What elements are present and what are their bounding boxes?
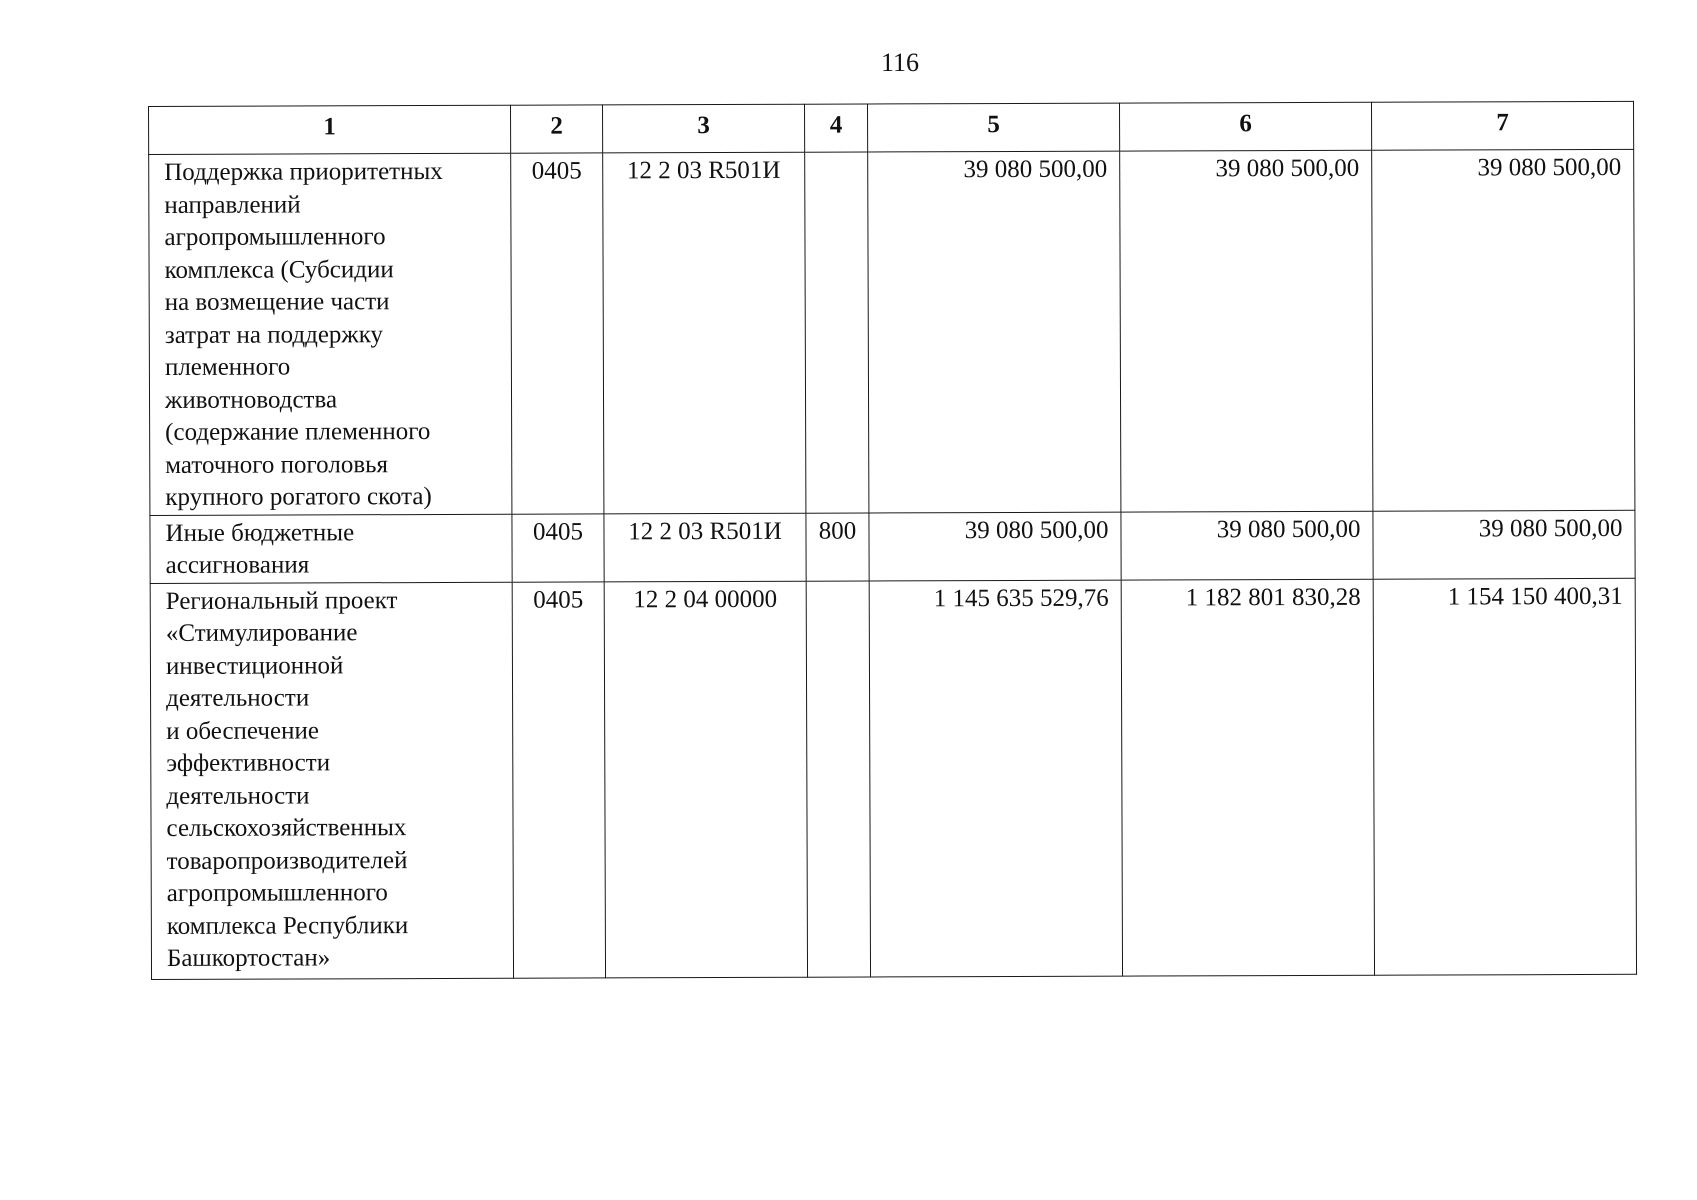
row-name-cell: Иные бюджетные ассигнования	[150, 514, 512, 583]
amount-cell-5: 1 145 635 529,76	[869, 580, 1122, 977]
amount-cell-5: 39 080 500,00	[869, 512, 1121, 581]
target-code-cell: 12 2 03 R501И	[603, 152, 806, 513]
row-name-cell: Региональный проект «Стимулирование инвестиционной деятельности и обеспечение эффективности деятельности сельскохозяйственных товаропроизводителей агропромышленного комплекса Республики Башкортостан»	[150, 582, 513, 979]
table-row	[149, 149, 1635, 515]
expense-type-cell	[806, 580, 870, 976]
section-code-cell: 0405	[512, 581, 605, 977]
column-header-1: 1	[149, 105, 511, 154]
amount-cell-5: 39 080 500,00	[868, 151, 1121, 512]
column-header-3: 3	[602, 104, 804, 153]
target-code-cell: 12 2 04 00000	[604, 581, 807, 978]
amount-cell-6: 1 182 801 830,28	[1121, 579, 1374, 976]
column-header-6: 6	[1119, 102, 1371, 151]
column-header-4: 4	[804, 104, 867, 152]
amount-cell-7: 39 080 500,00	[1372, 149, 1635, 510]
table-header-row	[149, 101, 1634, 154]
amount-cell-6: 39 080 500,00	[1121, 511, 1373, 580]
expense-type-cell: 800	[806, 512, 869, 580]
expense-type-cell	[805, 152, 869, 513]
budget-table	[148, 101, 1637, 980]
amount-cell-6: 39 080 500,00	[1120, 150, 1373, 511]
table-row	[150, 510, 1635, 583]
section-code-cell: 0405	[512, 513, 604, 581]
page-number: 116	[880, 48, 920, 77]
row-name-cell: Поддержка приоритетных направлений агропромышленного комплекса (Субсидии на возмещение части затрат на поддержку племенного животноводства (содержание племенного маточного поголовья крупного рогатого скота)	[149, 153, 512, 515]
column-header-7: 7	[1371, 101, 1633, 150]
amount-cell-7: 1 154 150 400,31	[1373, 578, 1636, 975]
column-header-5: 5	[867, 103, 1119, 152]
column-header-2: 2	[510, 105, 602, 153]
table-row	[150, 578, 1636, 979]
target-code-cell: 12 2 03 R501И	[604, 513, 806, 582]
section-code-cell: 0405	[511, 153, 604, 514]
amount-cell-7: 39 080 500,00	[1373, 510, 1635, 579]
